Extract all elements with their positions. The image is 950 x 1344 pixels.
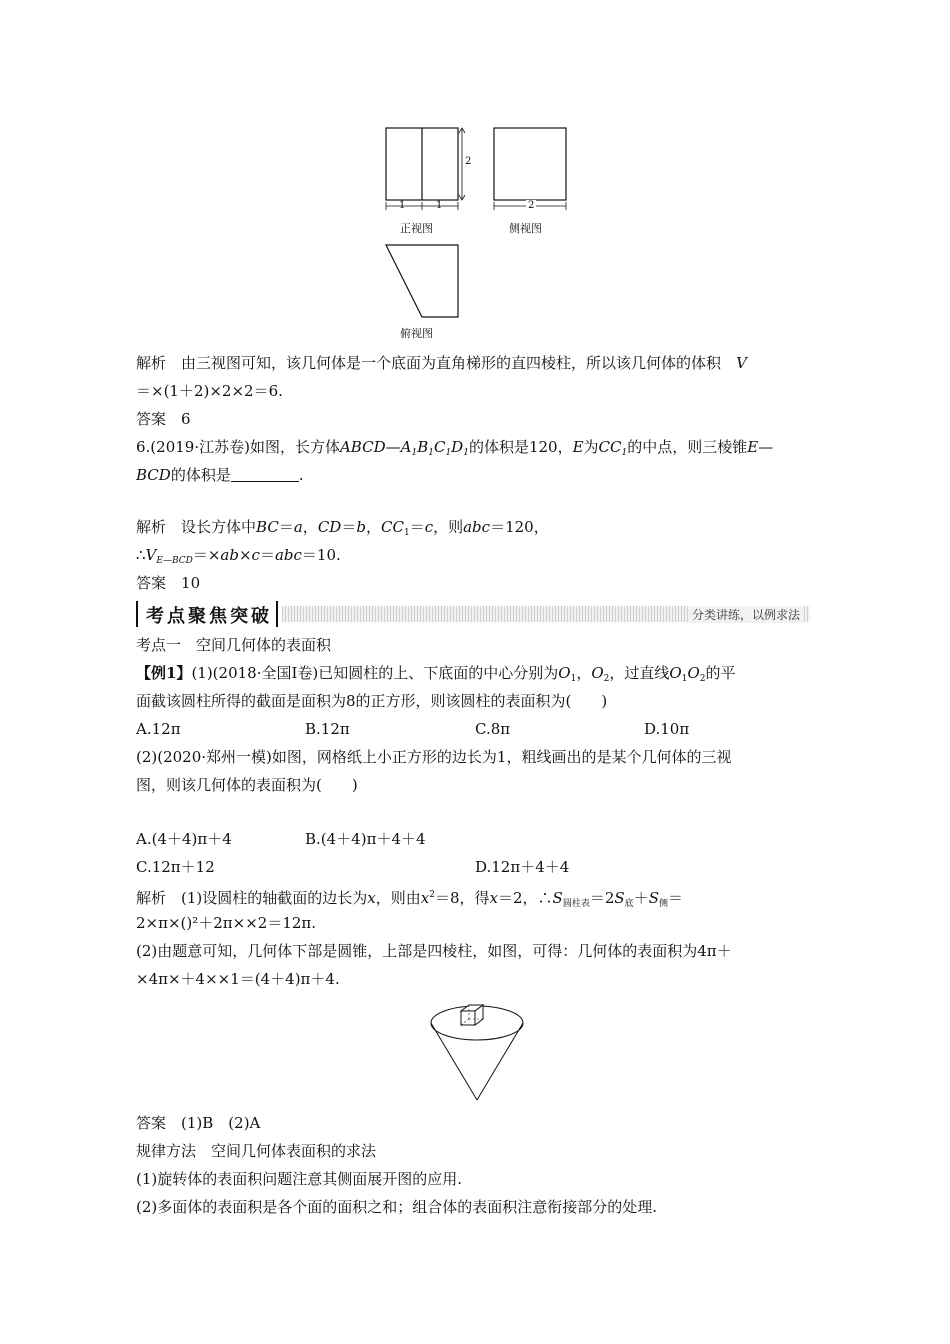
example1-part1-cont: 面截该圆柱所得的截面是面积为8的正方形，则该圆柱的表面积为( )	[136, 692, 608, 710]
solution-line4: ×4π×＋4××1＝(4＋4)π＋4.	[136, 970, 340, 988]
solution-line1: 解析 (1)设圆柱的轴截面的边长为x，则由$x^2=8$，得x＝2，$\therefore S_{圆柱表}=2S_底+S_侧=$	[136, 889, 683, 909]
q6-derive-text: ＝×	[192, 546, 221, 564]
top-view-trapezoid	[386, 245, 458, 317]
q6-answer-value: 10	[181, 574, 201, 592]
cube-front	[461, 1011, 475, 1025]
dim-label-1a: 1	[399, 200, 406, 211]
option-b1: B.12π	[305, 720, 350, 738]
option-c2: C.12π＋12	[136, 858, 215, 876]
banner-subtitle: 分类讲练，以例求法	[688, 606, 804, 623]
method-heading: 规律方法 空间几何体表面积的求法	[136, 1142, 377, 1160]
q5-answer	[136, 408, 191, 430]
q6-derive: $\therefore V_{E—BCD}=\times ab\times c=abc=10$.	[136, 546, 341, 566]
option-b2: B.(4＋4)π＋4＋4	[305, 830, 426, 848]
dim-label-1b: 1	[436, 200, 443, 211]
q6-dash: —	[758, 438, 774, 456]
sol-l1-a: (1)设圆柱的轴截面的边长为	[181, 889, 368, 907]
q6-bcd: BCD	[136, 466, 171, 484]
answer-blank	[231, 467, 299, 482]
q6-solid-name: $ABCD—A_1B_1C_1D_1$	[339, 438, 469, 458]
sol-l1-g: ＝	[667, 889, 683, 907]
method-point1: (1)旋转体的表面积问题注意其侧面展开图的应用.	[136, 1170, 463, 1188]
example-label: 【例1】	[136, 664, 192, 682]
ex1-p1-text3: 的平	[705, 664, 736, 682]
dim-label-side: 2	[528, 200, 535, 211]
example1-part1: 【例1】(1)(2018·全国Ⅰ卷)已知圆柱的上、下底面的中心分别为$O_1$，$O_2$，过直线$O_1O_2$的平	[136, 664, 736, 684]
cone-figure	[425, 995, 535, 1105]
q6-edge: $CC_1$	[598, 438, 628, 458]
q5-analysis	[136, 352, 747, 374]
solution-line3: (2)由题意可知，几何体下部是圆锥，上部是四棱柱，如图，可得：几何体的表面积为4π＋	[136, 942, 732, 960]
q6-analysis-text: 设长方体中	[181, 518, 257, 536]
q6-point-e: E	[572, 438, 584, 456]
option-c1: C.8π	[475, 720, 511, 738]
ex1-p1-text2: ，过直线	[609, 664, 670, 682]
q6-period: .	[298, 466, 304, 484]
therefore-symbol: ∴	[136, 546, 146, 564]
q6-analysis-eq: ＝120，	[490, 518, 549, 536]
sol-l1-e: ＝2	[589, 889, 615, 907]
q6-body: 的体积是120，	[468, 438, 573, 456]
q6-stem-cont	[136, 464, 304, 486]
sol-l1-b: ，则由	[375, 889, 421, 907]
option-a2: A.(4＋4)π＋4	[136, 830, 232, 848]
front-view-label: 正视图	[400, 222, 433, 235]
q6-stem	[136, 436, 773, 464]
var-v: V	[736, 354, 747, 372]
q6-mid2: 的中点，则三棱锥	[627, 438, 748, 456]
q6-mid: 为	[583, 438, 599, 456]
q6-end: 的体积是	[170, 466, 231, 484]
q5-analysis-cont: ＝×(1＋2)×2×2＝6.	[136, 382, 283, 400]
example1-part2: (2)(2020·郑州一模)如图，网格纸上小正方形的边长为1，粗线画出的是某个几何体的三视	[136, 748, 732, 766]
sol-l1-c: ＝8，得	[434, 889, 490, 907]
top-view-label: 俯视图	[400, 327, 433, 340]
cone-side-right	[477, 1023, 523, 1100]
final-answer-label: 答案	[136, 1114, 167, 1132]
q6-prefix: 6.(2019·江苏卷)如图，长方体	[136, 438, 340, 456]
cone-side-left	[431, 1023, 477, 1100]
side-view-label: 侧视图	[509, 222, 542, 235]
solution-line2: 2×π×()²＋2π××2＝12π.	[136, 914, 317, 932]
side-view-rect	[494, 128, 566, 200]
q6-analysis-end: ，则	[433, 518, 464, 536]
option-d1: D.10π	[644, 720, 690, 738]
q6-answer-label: 答案	[136, 574, 167, 592]
method-point2: (2)多面体的表面积是各个面的面积之和；组合体的表面积注意衔接部分的处理.	[136, 1198, 658, 1216]
analysis-label: 解析	[136, 354, 167, 372]
analysis-text: 由三视图可知，该几何体是一个底面为直角梯形的直四棱柱，所以该几何体的体积	[181, 354, 722, 372]
banner-bar-right	[276, 601, 278, 627]
answer-value: 6	[181, 410, 191, 428]
example1-part2-cont: 图，则该几何体的表面积为( )	[136, 776, 358, 794]
sol-l1-d: ＝2，∴	[497, 889, 553, 907]
q6-edge-cc: CC	[598, 438, 622, 456]
final-answer-value: (1)B (2)A	[181, 1114, 261, 1132]
section-banner	[136, 601, 812, 627]
answer-label: 答案	[136, 410, 167, 428]
dim-label-height: 2	[465, 156, 472, 167]
option-a1: A.12π	[136, 720, 181, 738]
q6-point-e2: E	[747, 438, 759, 456]
banner-bar-left	[136, 601, 138, 627]
q6-analysis-label: 解析	[136, 518, 167, 536]
section-heading: 考点一 空间几何体的表面积	[136, 636, 332, 654]
option-d2: D.12π＋4＋4	[475, 858, 570, 876]
sol-l1-f: ＋	[633, 889, 649, 907]
ex1-p1-text1: (1)(2018·全国Ⅰ卷)已知圆柱的上、下底面的中心分别为	[191, 664, 559, 682]
banner-title: 考点聚焦突破	[146, 606, 272, 627]
q6-answer	[136, 572, 200, 594]
final-answer	[136, 1112, 260, 1134]
q6-analysis: 解析 设长方体中BC＝a，CD＝b，$CC_1=c$，则abc＝120，	[136, 518, 549, 538]
solution-label: 解析	[136, 889, 167, 907]
